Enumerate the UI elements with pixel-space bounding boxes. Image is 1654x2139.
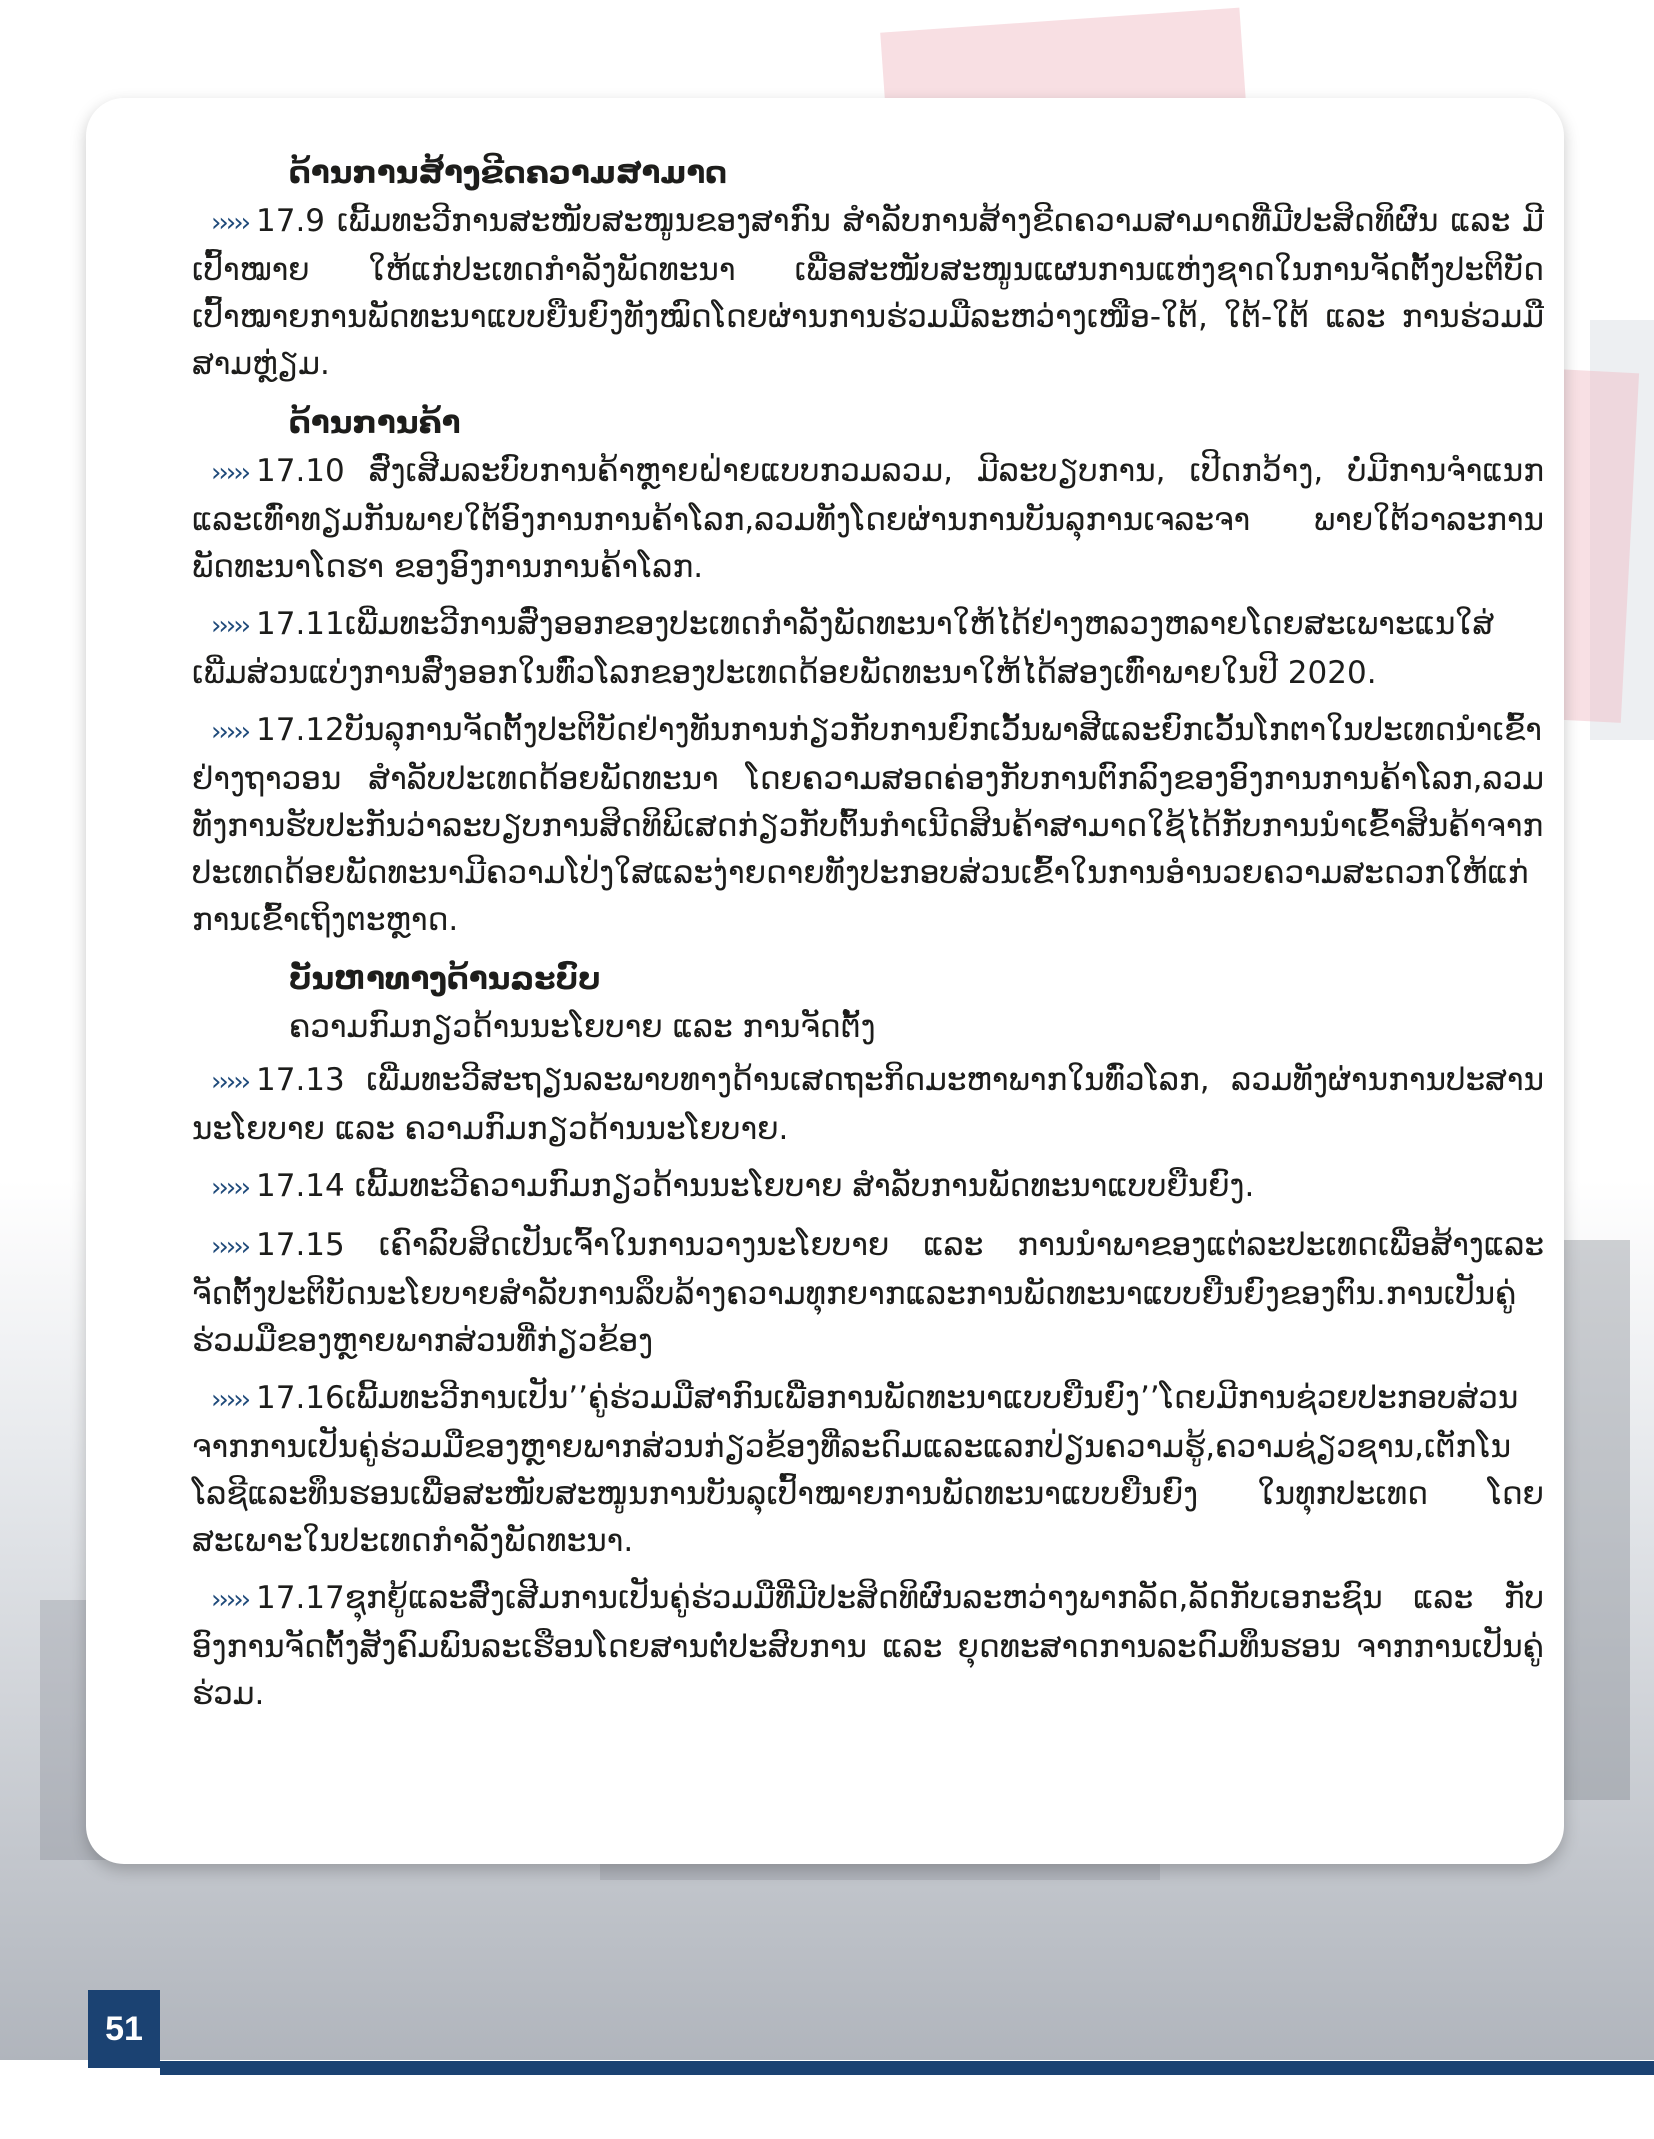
section-heading: ບັນຫາທາງດ້ານລະບົບ [289, 961, 601, 997]
target-paragraph [192, 1222, 1544, 1365]
section-heading: ດ້ານການສ້າງຂີດຄວາມສາມາດ [289, 155, 728, 191]
section-heading: ດ້ານການຄ້າ [289, 405, 461, 441]
subheading-text: ຄວາມກົມກຽວດ້ານນະໂຍບາຍ ແລະ ການຈັດຕັ້ງ [289, 1009, 876, 1045]
paragraph-text: 17.13 ເພີ່ມທະວີສະຖຽນລະພາບທາງດ້ານເສດຖະກິດມະຫາພາກໃນທົ່ວໂລກ, ລວມທັງຜ່ານການປະສານນະໂຍບາຍ ແລະ ຄວາມກົມກຽວດ້ານນະໂຍບາຍ. [192, 1062, 1544, 1147]
document-body [192, 98, 1544, 1728]
paragraph-text: 17.15 ເຄົາລົບສິດເປັນເຈົ້າໃນການວາງນະໂຍບາຍ ແລະ ການນຳພາຂອງແຕ່ລະປະເທດເພື່ອສ້າງແລະຈັດຕັ້ງປະຕິບັດນະໂຍບາຍສຳລັບການລຶບລ້າງຄວາມທຸກຍາກແລະການພັດທະນາແບບຍືນຍົງຂອງຕົນ.ການເປັນຄູ່ຮ່ວມມືຂອງຫຼາຍພາກສ່ວນທີ່ກ່ຽວຂ້ອງ [192, 1227, 1544, 1359]
chevrons-icon: ››››› [211, 717, 248, 747]
target-paragraph [192, 198, 1544, 388]
target-paragraph [192, 1575, 1544, 1718]
page-number: 51 [88, 1990, 160, 2068]
chevrons-icon: ››››› [211, 458, 248, 488]
target-paragraph [192, 707, 1544, 944]
content-card [86, 98, 1564, 1864]
chevrons-icon: ››››› [211, 1067, 248, 1097]
target-paragraph [192, 601, 1544, 697]
paragraph-text: 17.11ເພີ່ມທະວີການສົ່ງອອກຂອງປະເທດກຳລັງພັດທະນາໃຫ້ໄດ້ຢ່າງຫລວງຫລາຍໂດຍສະເພາະແນໃສ່ເພີ່ມສ່ວນແບ່ງການສົ່ງອອກໃນທົ່ວໂລກຂອງປະເທດດ້ອຍພັດທະນາໃຫ້ໄດ້ສອງເທົ່າພາຍໃນປີ 2020. [192, 606, 1495, 691]
target-paragraph [192, 1163, 1544, 1212]
paragraph-text: 17.16ເພີ້ມທະວີການເປັນ’’ຄູ່ຮ່ວມມືສາກົນເພື່ອການພັດທະນາແບບຍືນຍົງ’’ໂດຍມີການຊ່ວຍປະກອບສ່ວນຈາກການເປັນຄູ່ຮ່ວມມືຂອງຫຼາຍພາກສ່ວນກ່ຽວຂ້ອງທີ່ລະດົມແລະແລກປ່ຽນຄວາມຮູ້,ຄວາມຊ່ຽວຊານ,ເຕັກໂນໂລຊີແລະທຶນຮອນເພື່ອສະໜັບສະໜູນການບັນລຸເປົ້າໝາຍການພັດທະນາແບບຍືນຍົງ ໃນທຸກປະເທດ ໂດຍສະເພາະໃນປະເທດກຳລັງພັດທະນາ. [192, 1380, 1544, 1559]
paragraph-text: 17.9 ເພີ້ມທະວີການສະໜັບສະໜູນຂອງສາກົນ ສຳລັບການສ້າງຂີດຄວາມສາມາດທີ່ມີປະສິດທິຜົນ ແລະ ມີເປົ້າໝາຍ ໃຫ້ແກ່ປະເທດກຳລັງພັດທະນາ ເພື່ອສະໜັບສະໜູນແຜນການແຫ່ງຊາດໃນການຈັດຕັ້ງປະຕິບັດເປົ້າໝາຍການພັດທະນາແບບຍືນຍົງທັງໝົດໂດຍຜ່ານການຮ່ວມມືລະຫວ່າງເໜືອ-ໃຕ້, ໃຕ້-ໃຕ້ ແລະ ການຮ່ວມມືສາມຫຼ່ຽມ. [192, 203, 1544, 382]
target-paragraph [192, 1375, 1544, 1565]
chevrons-icon: ››››› [211, 208, 248, 238]
footer-bar [160, 2061, 1654, 2075]
chevrons-icon: ››››› [211, 611, 248, 641]
paragraph-text: 17.14 ເພີ້ມທະວີຄວາມກົມກຽວດ້ານນະໂຍບາຍ ສຳລັບການພັດທະນາແບບຍືນຍົງ. [256, 1168, 1255, 1204]
chevrons-icon: ››››› [211, 1385, 248, 1415]
target-paragraph [192, 448, 1544, 591]
chevrons-icon: ››››› [211, 1173, 248, 1203]
target-paragraph [192, 1057, 1544, 1153]
paragraph-text: 17.17ຊຸກຍູ້ແລະສົ່ງເສີມການເປັນຄູ່ຮ່ວມມືທີ່ມີປະສິດທິຜົນລະຫວ່າງພາກລັດ,ລັດກັບເອກະຊົນ ແລະ ກັບອົງການຈັດຕັ້ງສັງຄົມພົນລະເຮືອນໂດຍສານຕໍ່ປະສົບການ ແລະ ຍຸດທະສາດການລະດົມທຶນຮອນ ຈາກການເປັນຄູ່ຮ່ວມ. [192, 1580, 1544, 1712]
paragraph-text: 17.10 ສົ່ງເສີມລະບົບການຄ້າຫຼາຍຝ່າຍແບບກວມລວມ, ມີລະບຽບການ, ເປີດກວ້າງ, ບໍ່ມີການຈຳແນກແລະເທົ່າທຽມກັນພາຍໃຕ້ອົງການການຄ້າໂລກ,ລວມທັງໂດຍຜ່ານການບັນລຸການເຈລະຈາ ພາຍໃຕ້ວາລະການພັດທະນາໂດຮາ ຂອງອົງການການຄ້າໂລກ. [192, 453, 1544, 585]
chevrons-icon: ››››› [211, 1585, 248, 1615]
paragraph-text: 17.12ບັນລຸການຈັດຕັ້ງປະຕິບັດຢ່າງທັນການກ່ຽວກັບການຍົກເວັ້ນພາສີແລະຍົກເວັ້ນໂກຕາໃນປະເທດນຳເຂົ້າຢ່າງຖາວອນ ສຳລັບປະເທດດ້ອຍພັດທະນາ ໂດຍຄວາມສອດຄ່ອງກັບການຕົກລົງຂອງອົງການການຄ້າໂລກ,ລວມທັງການຮັບປະກັນວ່າລະບຽບການສິດທິພິເສດກ່ຽວກັບຕົ້ນກຳເນີດສິນຄ້າສາມາດໃຊ້ໄດ້ກັບການນຳເຂົ້າສິນຄ້າຈາກປະເທດດ້ອຍພັດທະນາມີຄວາມໂປ່ງໃສແລະງ່າຍດາຍທັງປະກອບສ່ວນເຂົ້າໃນການອຳນວຍຄວາມສະດວກໃຫ້ແກ່ການເຂົ້າເຖິງຕະຫຼາດ. [192, 712, 1544, 938]
chevrons-icon: ››››› [211, 1232, 248, 1262]
